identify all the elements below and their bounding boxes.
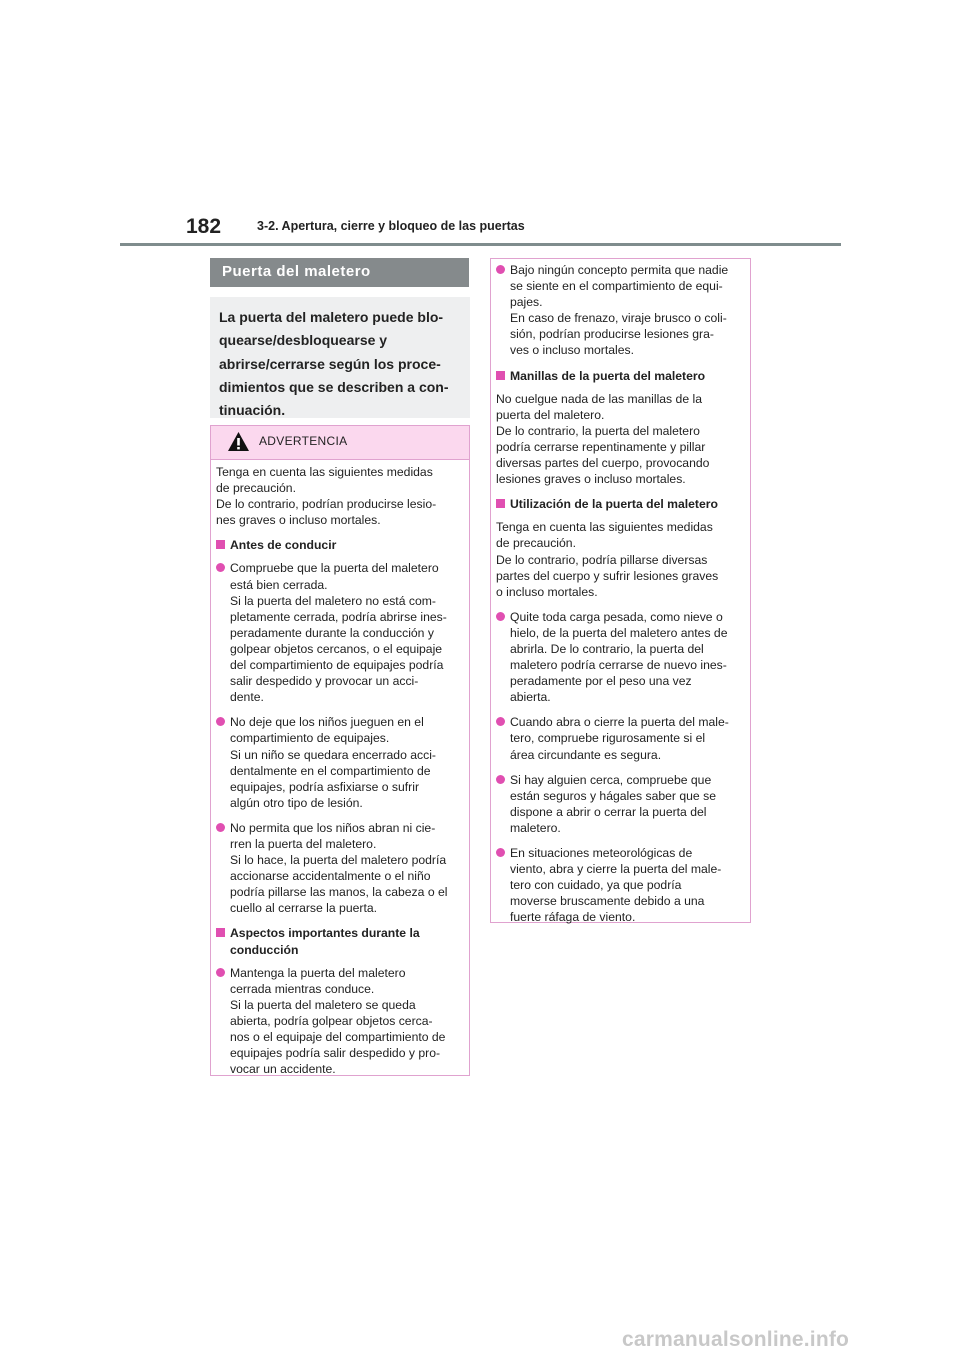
text-line: salir despedido y provocar un acci- [230,674,419,689]
paragraph [496,519,742,599]
warning-box-right [490,258,751,923]
bullet-dot-icon [216,717,225,726]
text-line: Compruebe que la puerta del maletero [230,561,439,576]
text-line: rren la puerta del maletero. [230,836,377,851]
text-line: pletamente cerrada, podría abrirse ines- [230,609,447,624]
text-line: accionarse accidentalmente o el niño [230,869,431,884]
bullet-text [510,262,728,359]
text-line: abierta. [510,690,551,705]
text-line: está bien cerrada. [230,577,328,592]
bullet-text [510,845,721,925]
text-line: peradamente por el peso una vez [510,674,692,689]
text-line: Antes de conducir [230,538,337,553]
text-line: golpear objetos cercanos, o el equipaje [230,641,443,656]
text-line: Si un niño se quedara encerrado acci- [230,747,436,762]
text-line: maletero podría cerrarse de nuevo ines- [510,658,727,673]
text-line: se siente en el compartimiento de equi- [510,279,723,294]
text-line: puerta del maletero. [496,407,605,422]
bullet-dot-icon [496,612,505,621]
text-line: tero, compruebe rigurosamente si el [510,731,706,746]
text-line: cuello al cerrarse la puerta. [230,901,377,916]
square-bullet-icon [216,540,225,549]
intro-line: quearse/desbloquearse y [219,332,388,349]
text-line: No cuelgue nada de las manillas de la [496,391,702,406]
intro-line: tinuación. [219,402,286,419]
text-line: equipajes, podría asfixiarse o sufrir [230,779,420,794]
bullet-item [496,772,742,836]
text-line: En situaciones meteorológicas de [510,846,693,860]
text-line: de precaución. [496,536,576,551]
text-line: dispone a abrir o cerrar la puerta del [510,804,707,819]
text-line: De lo contrario, podrían producirse lesio- [216,497,437,512]
sub-heading [216,925,461,957]
text-line: Utilización de la puerta del maletero [510,497,718,512]
bullet-item [216,965,461,1078]
bullet-item [496,714,742,762]
text-line: lesiones graves o incluso mortales. [496,472,686,487]
section-title: Puerta del maletero [210,258,469,287]
text-line: De lo contrario, podría pillarse diversas [496,552,708,567]
bullet-item [216,714,461,811]
text-line: moverse bruscamente debido a una [510,894,705,909]
text-line: abierta, podría golpear objetos cerca- [230,1013,433,1028]
sub-heading [496,368,742,384]
text-line: o incluso mortales. [496,584,598,599]
text-line: del compartimiento de equipajes podría [230,658,444,673]
text-line: Si la puerta del maletero no está com- [230,593,436,608]
bullet-dot-icon [496,717,505,726]
header-rule [120,243,841,246]
text-line: partes del cuerpo y sufrir lesiones graves [496,568,719,583]
bullet-text [230,965,445,1078]
text-line: conducción [230,942,299,957]
text-line: Si la puerta del maletero se queda [230,997,416,1012]
intro-line: abrirse/cerrarse según los proce- [219,355,441,372]
text-line: pajes. [510,295,543,310]
square-bullet-icon [496,371,505,380]
bullet-text [510,609,728,706]
bullet-text [230,714,436,811]
text-line: Cuando abra o cierre la puerta del male- [510,715,729,730]
watermark: carmanualsonline.info [622,1328,850,1351]
text-line: Manillas de la puerta del maletero [510,368,706,383]
text-line: tero con cuidado, ya que podría [510,878,682,893]
text-line: Mantenga la puerta del maletero [230,965,406,980]
bullet-dot-icon [216,823,225,832]
text-line: vocar un accidente. [230,1062,336,1077]
text-line: algún otro tipo de lesión. [230,795,363,810]
bullet-text [510,772,716,836]
text-line: No permita que los niños abran ni cie- [230,820,436,835]
text-line: podría pillarse las manos, la cabeza o el [230,885,448,900]
text-line: sión, podrían producirse lesiones gra- [510,327,714,342]
text-line: peradamente durante la conducción y [230,625,434,640]
text-line: Si lo hace, la puerta del maletero podría [230,853,447,868]
text-line: área circundante es segura. [510,747,662,762]
bullet-text [230,560,447,705]
bullet-item [216,820,461,917]
bullet-text [510,714,729,762]
text-line: de precaución. [216,481,296,496]
bullet-dot-icon [496,265,505,274]
warning-box-left [210,425,470,1076]
square-bullet-icon [496,499,505,508]
intro-line: La puerta del maletero puede blo- [219,309,444,325]
warning-triangle-icon [227,431,250,452]
text-line: diversas partes del cuerpo, provocando [496,456,710,471]
text-line: Tenga en cuenta las siguientes medidas [216,465,433,479]
bullet-dot-icon [496,848,505,857]
text-line: dentalmente en el compartimiento de [230,763,431,778]
text-line: Quite toda carga pesada, como nieve o [510,609,723,624]
text-line: No deje que los niños jueguen en el [230,715,424,730]
warning-intro [216,464,461,528]
text-line: maletero. [510,820,561,835]
page-number: 182 [186,215,222,238]
intro-line: dimientos que se describen a con- [219,378,449,395]
sub-heading [496,496,742,512]
warning-content [491,259,750,925]
text-line: están seguros y hágales saber que se [510,788,716,803]
bullet-dot-icon [216,563,225,572]
warning-content [211,460,469,1077]
text-line: equipajes podría salir despedido y pro- [230,1046,441,1061]
bullet-item [496,609,742,706]
sub-heading [216,537,461,553]
text-line: Aspectos importantes durante la [230,926,420,941]
text-line: Bajo ningún concepto permita que nadie [510,263,729,277]
text-line: Tenga en cuenta las siguientes medidas [496,520,713,535]
text-line: abrirla. De lo contrario, la puerta del [510,641,704,656]
bullet-item [496,845,742,925]
text-line: dente. [230,690,264,705]
chapter-title: 3-2. Apertura, cierre y bloqueo de las puertas [257,219,525,233]
text-line: nes graves o incluso mortales. [216,513,381,528]
bullet-dot-icon [216,968,225,977]
text-line: cerrada mientras conduce. [230,981,375,996]
bullet-dot-icon [496,775,505,784]
text-line: En caso de frenazo, viraje brusco o coli- [510,311,727,326]
square-bullet-icon [216,928,225,937]
text-line: podría cerrarse repentinamente y pillar [496,439,706,454]
bullet-text [230,820,447,917]
bullet-item [216,560,461,705]
text-line: ves o incluso mortales. [510,343,634,358]
paragraph [496,391,742,488]
section-intro [210,297,470,418]
text-line: nos o el equipaje del compartimiento de [230,1030,446,1044]
text-line: fuerte ráfaga de viento. [510,910,636,925]
text-line: Si hay alguien cerca, compruebe que [510,772,712,787]
warning-header [211,426,469,460]
bullet-item [496,262,742,359]
text-line: hielo, de la puerta del maletero antes de [510,625,728,640]
text-line: compartimiento de equipajes. [230,731,390,746]
text-line: viento, abra y cierre la puerta del male- [510,862,722,877]
warning-title: ADVERTENCIA [259,434,348,448]
text-line: De lo contrario, la puerta del maletero [496,423,700,438]
